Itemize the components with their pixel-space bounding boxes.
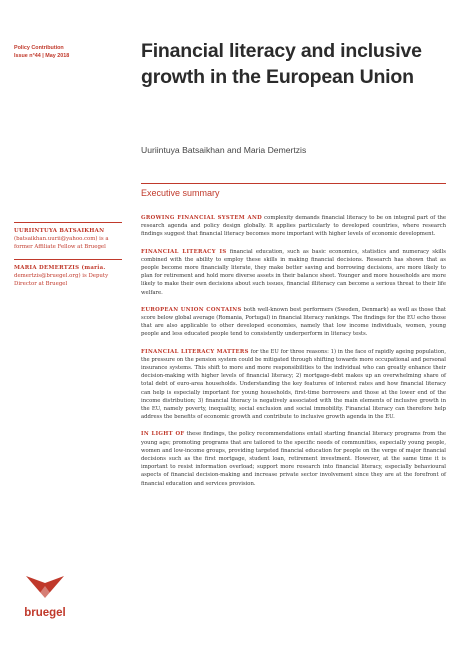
summary-paragraph — [141, 214, 446, 239]
paragraph-text: complexity demands financial literacy to be on integral part of the research agenda and policy design globally. It applies particularly to developed countries, where research findings suggest that financial literacy becomes more important with higher levels of economic development. — [141, 215, 446, 238]
author-name: MARIA DEMERTZIS (maria. — [14, 265, 106, 272]
paragraph-lead: IN LIGHT OF — [141, 431, 185, 438]
summary-paragraph — [141, 306, 446, 339]
author-bio — [14, 222, 122, 251]
paragraph-lead: EUROPEAN UNION CONTAINS — [141, 306, 242, 313]
page-title: Financial literacy and inclusive growth in the European Union — [141, 40, 422, 88]
section-title: Executive summary — [141, 188, 220, 198]
series-name: Policy Contribution — [14, 45, 64, 51]
issue-number: Issue n°44 | May 2018 — [14, 53, 70, 59]
paragraph-lead: GROWING FINANCIAL SYSTEM AND — [141, 215, 263, 221]
paragraph-text: for the EU for three reasons: 1) in the face of rapidly ageing population, the pressure on the pension system could be mitigated through shifting towards more occupational and personal insurance systems. This shift to more and more responsibilities to the individual who can greatly enhance their decision-making with higher levels of financial literacy; 2) mortgage-debt makes up an overwhelming share of total debt of euro-area households. Understanding the key features of interest rates and how financial literacy can help is especially important for young households, first-time borrowers and those at the lower end of the income distribution; 3) financial literacy is negatively associated with the main elements of inclusive growth in the EU, namely poverty, inequality, social exclusion and social immobility. Financial literacy can therefore help address the benefits of economic growth and contribute to inclusive growth agenda in the EU. — [141, 348, 446, 421]
paragraph-text: these findings, the policy recommendations entail starting financial literacy programs from the young age; promoting programs that are tailored to the specific needs of communities, especially young people, women and low-income groups, providing targeted financial education for people on the verge of major financial decisions such as the first mortgage, student loan, retirement investment. However, at the same time it is important to resist information overload; support more research into financial literacy, especially behavioural aspects of financial decision-making and increase private sector involvement since they are at the forefront of financial education and services provision. — [141, 431, 447, 487]
series-label — [14, 44, 134, 60]
bruegel-logo — [14, 574, 76, 630]
author-description: demertzis@bruegel.org) is Deputy Director at Bruegel — [14, 273, 109, 288]
paragraph-lead: FINANCIAL LITERACY MATTERS — [141, 348, 249, 355]
section-divider — [141, 183, 446, 184]
authors: Uuriintuya Batsaikhan and Maria Demertzis — [141, 145, 307, 155]
logo-mark-icon — [14, 574, 76, 608]
summary-paragraph — [141, 430, 446, 487]
author-description: (batsaikhan.uurii@yahoo.com) is a former Affiliate Fellow at Bruegel — [14, 236, 109, 251]
summary-body — [141, 214, 446, 497]
author-bio — [14, 259, 122, 288]
paragraph-text: financial education, such as basic economics, statistics and numeracy skills combined with the ability to employ these skills in making financial decisions. Research has shown that as people become more financially literate, they make better saving and borrowing decisions, are more likely to plan for retirement and hold more diverse assets in their balance sheet. Younger and more households are more likely to make their own decisions about such issues, financial illiteracy can become a serious threat to their life welfare. — [141, 248, 447, 296]
paragraph-text: both well-known best performers (Sweden, Denmark) as well as those that score below global average (Romania, Portugal) in financial literacy rankings. The findings for the EU echo those that are also applicable to other developed economies, namely that low income individuals, women, young people and less educated people tend to consistently underperform in literacy tests. — [141, 306, 447, 338]
logo-wordmark: bruegel — [24, 607, 66, 619]
paragraph-lead: FINANCIAL LITERACY IS — [141, 248, 227, 255]
author-name: UURIINTUYA BATSAIKHAN — [14, 228, 105, 234]
author-sidebar — [14, 222, 122, 297]
summary-paragraph — [141, 348, 446, 422]
summary-paragraph — [141, 248, 446, 297]
